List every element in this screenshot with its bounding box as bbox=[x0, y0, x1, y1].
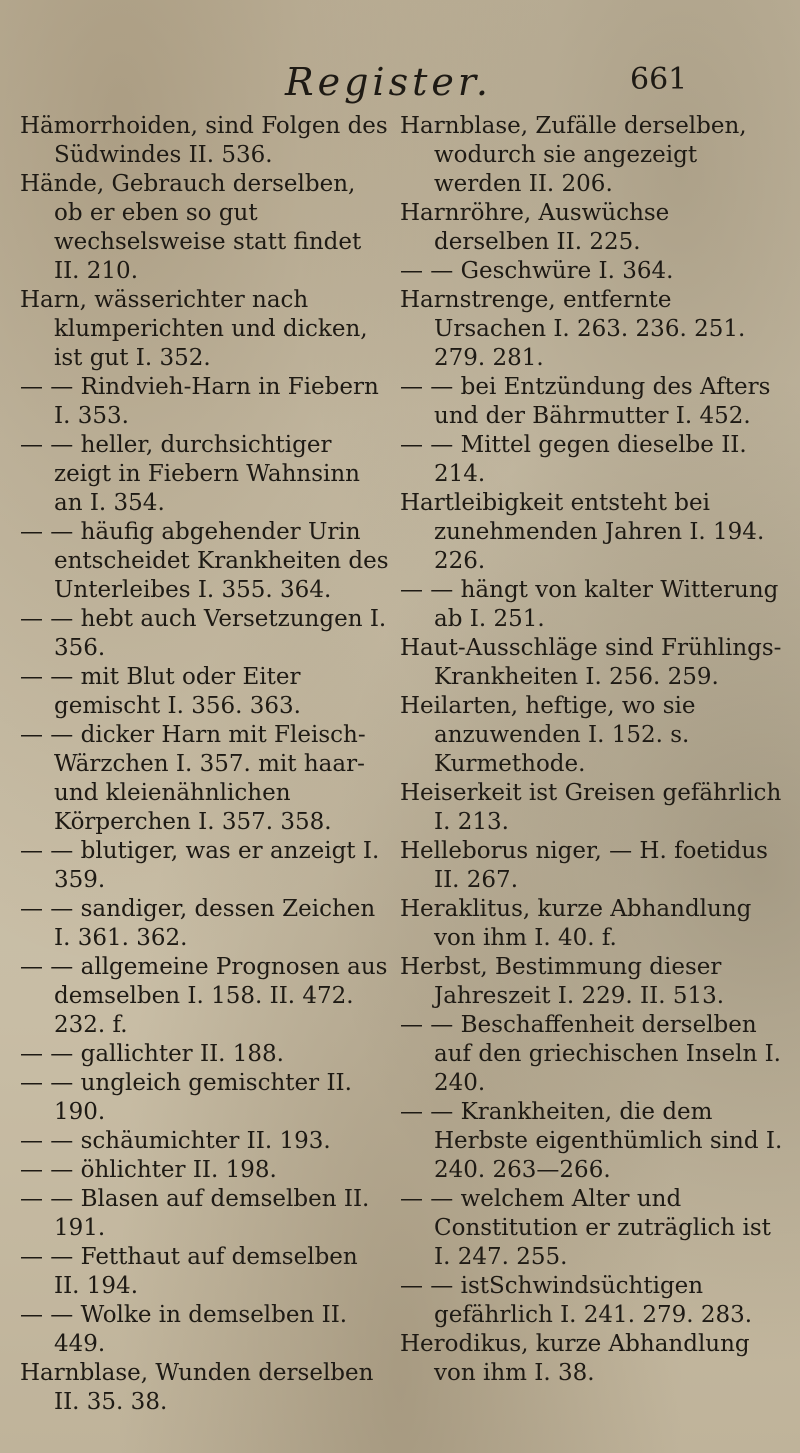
index-entry: Harn, wässerichter nach klumperichten und dicken, ist gut I. 352. bbox=[20, 287, 368, 371]
index-entry: — — heller, durchsichtiger zeigt in Fiebern Wahnsinn an I. 354. bbox=[20, 432, 360, 516]
index-entry: — — ungleich gemischter II. 190. bbox=[20, 1070, 352, 1125]
index-entry: — — allgemeine Prognosen aus demselben I. 158. II. 472. 232. f. bbox=[20, 954, 388, 1038]
index-entry: — — häufig abgehender Urin entscheidet Krankheiten des Unterleibes I. 355. 364. bbox=[20, 519, 389, 603]
index-entry: — — schäumichter II. 193. bbox=[20, 1128, 331, 1154]
index-entry: — — dicker Harn mit Fleisch-Wärzchen I. 357. mit haar- und kleienähnlichen Körperchen I. 357. 358. bbox=[20, 722, 366, 835]
index-entry: — — hebt auch Versetzungen I. 356. bbox=[20, 606, 387, 661]
index-entry: — — Wolke in demselben II. 449. bbox=[20, 1302, 348, 1357]
index-entry: Harnröhre, Auswüchse derselben II. 225. bbox=[400, 200, 670, 255]
index-entry: Herbst, Bestimmung dieser Jahreszeit I. 229. II. 513. bbox=[400, 954, 725, 1009]
index-entry: — — Fetthaut auf demselben II. 194. bbox=[20, 1244, 358, 1299]
index-entry: — — Beschaffenheit derselben auf den griechischen Inseln I. 240. bbox=[400, 1012, 781, 1096]
running-title: Register. bbox=[285, 60, 492, 104]
index-entry: — — Blasen auf demselben II. 191. bbox=[20, 1186, 370, 1241]
index-entry: Hämorrhoiden, sind Folgen des Südwindes II. 536. bbox=[20, 113, 388, 168]
index-entry: — — Rindvieh-Harn in Fiebern I. 353. bbox=[20, 374, 379, 429]
left-column bbox=[20, 112, 390, 1417]
right-column bbox=[400, 112, 785, 1388]
index-entry: — — gallichter II. 188. bbox=[20, 1041, 284, 1067]
index-entry: — — Krankheiten, die dem Herbste eigenthümlich sind I. 240. 263—266. bbox=[400, 1099, 783, 1183]
index-entry: — — öhlichter II. 198. bbox=[20, 1157, 277, 1183]
index-entry: — — hängt von kalter Witterung ab I. 251. bbox=[400, 577, 779, 632]
index-entry: — — welchem Alter und Constitution er zuträglich ist I. 247. 255. bbox=[400, 1186, 771, 1270]
index-entry: Heiserkeit ist Greisen gefährlich I. 213. bbox=[400, 780, 782, 835]
index-entry: — — mit Blut oder Eiter gemischt I. 356. 363. bbox=[20, 664, 301, 719]
index-entry: — — istSchwindsüchtigen gefährlich I. 241. 279. 283. bbox=[400, 1273, 753, 1328]
index-entry: — — blutiger, was er anzeigt I. 359. bbox=[20, 838, 380, 893]
index-entry: Heraklitus, kurze Abhandlung von ihm I. 40. f. bbox=[400, 896, 752, 951]
index-entry: Hartleibigkeit entsteht bei zunehmenden Jahren I. 194. 226. bbox=[400, 490, 765, 574]
index-entry: Herodikus, kurze Abhandlung von ihm I. 38. bbox=[400, 1331, 750, 1386]
index-entry: Harnblase, Wunden derselben II. 35. 38. bbox=[20, 1360, 374, 1415]
page-number: 661 bbox=[630, 62, 688, 97]
index-entry: Harnblase, Zufälle derselben, wodurch sie angezeigt werden II. 206. bbox=[400, 113, 747, 197]
index-entry: Heilarten, heftige, wo sie anzuwenden I. 152. s. Kurmethode. bbox=[400, 693, 696, 777]
index-entry: — — bei Entzündung des Afters und der Bährmutter I. 452. bbox=[400, 374, 771, 429]
index-entry: Harnstrenge, entfernte Ursachen I. 263. 236. 251. 279. 281. bbox=[400, 287, 746, 371]
index-entry: — — Geschwüre I. 364. bbox=[400, 258, 674, 284]
index-entry: Hände, Gebrauch derselben, ob er eben so gut wechselsweise statt findet II. 210. bbox=[20, 171, 362, 284]
index-entry: Helleborus niger, — H. foetidus II. 267. bbox=[400, 838, 768, 893]
index-entry: — — sandiger, dessen Zeichen I. 361. 362. bbox=[20, 896, 376, 951]
index-entry: Haut-Ausschläge sind Frühlings-Krankheiten I. 256. 259. bbox=[400, 635, 782, 690]
index-entry: — — Mittel gegen dieselbe II. 214. bbox=[400, 432, 747, 487]
page-header bbox=[0, 60, 800, 110]
